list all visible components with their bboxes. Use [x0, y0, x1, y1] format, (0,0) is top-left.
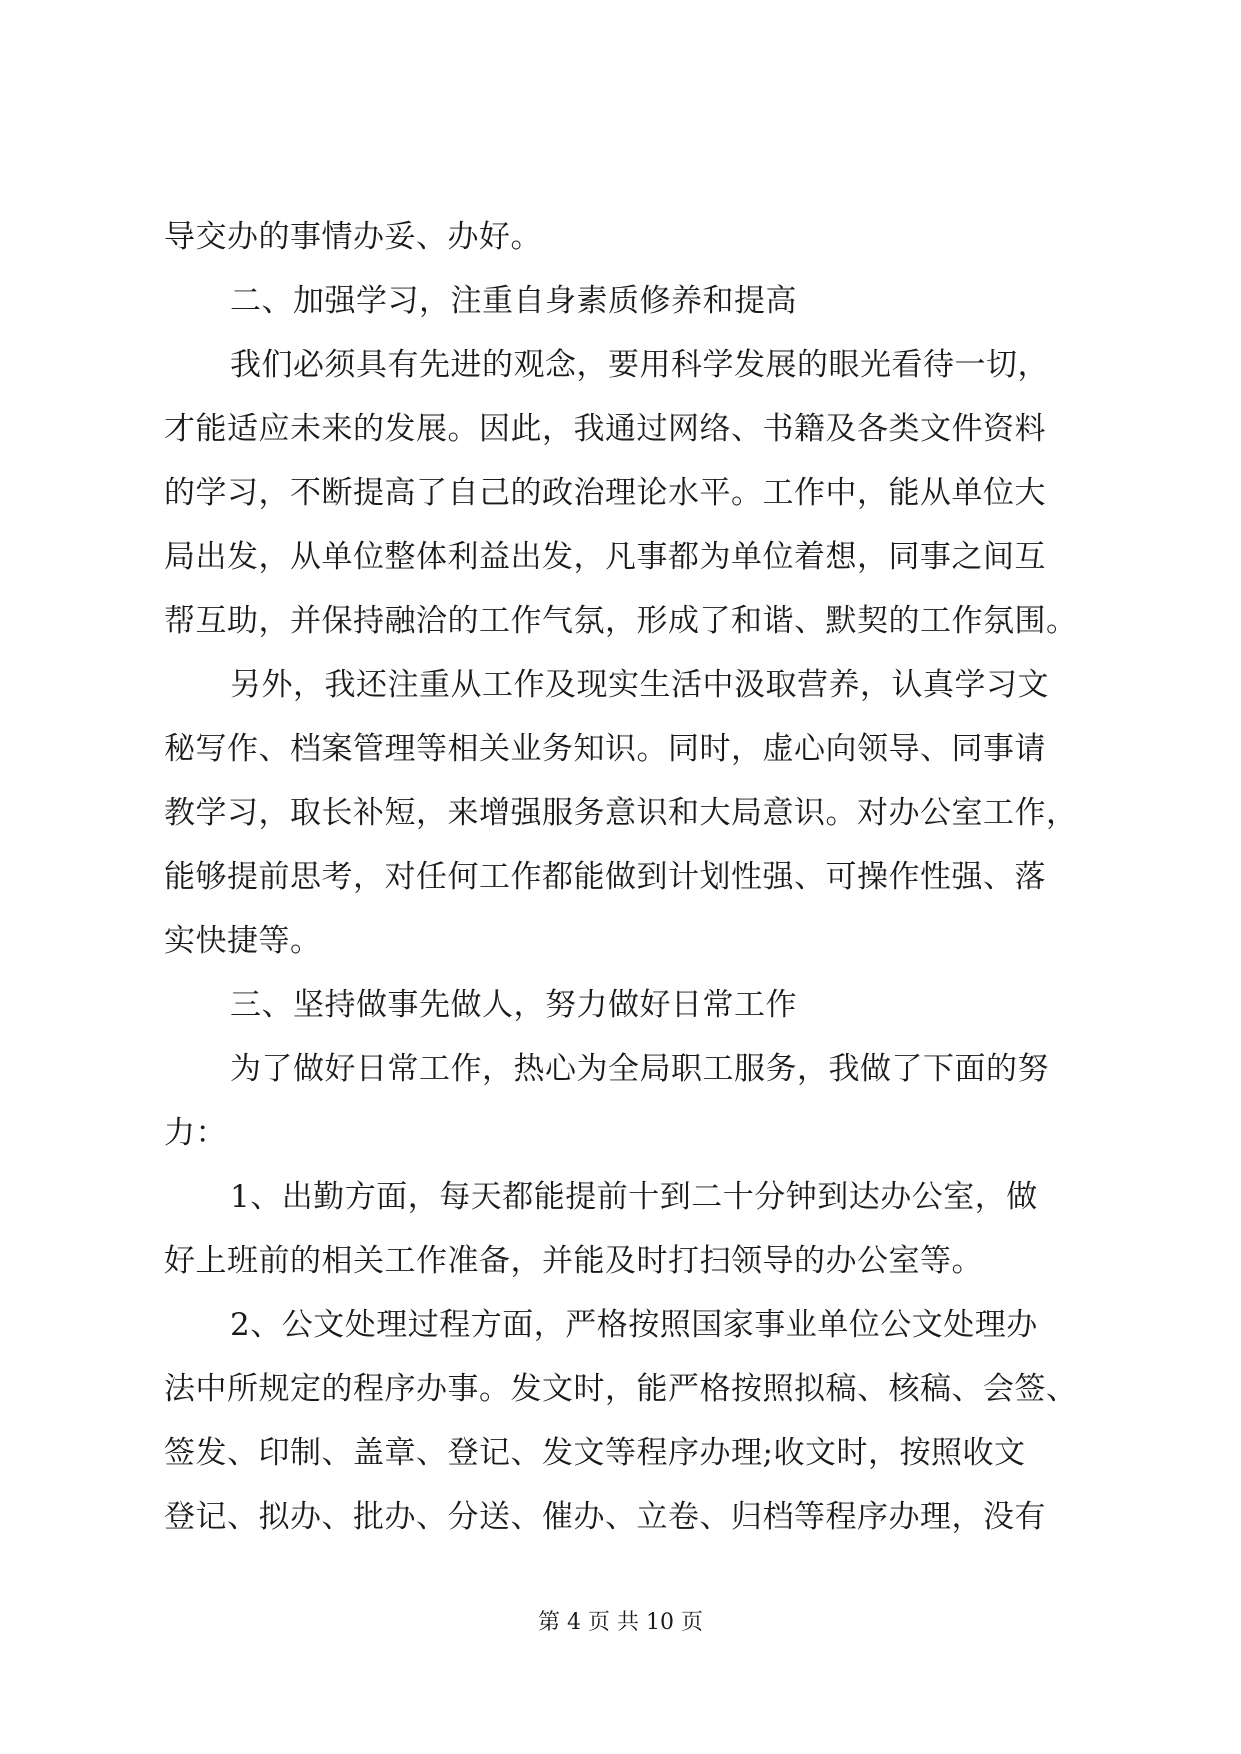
text-line: 好上班前的相关工作准备，并能及时打扫领导的办公室等。: [164, 1243, 983, 1279]
text-line: 登记、拟办、批办、分送、催办、立卷、归档等程序办理，没有: [164, 1499, 1046, 1535]
paragraph-first-line: 为了做好日常工作，热心为全局职工服务，我做了下面的努: [230, 1051, 1049, 1087]
text-line: 能够提前思考，对任何工作都能做到计划性强、可操作性强、落: [164, 859, 1046, 895]
text-line: 教学习，取长补短，来增强服务意识和大局意识。对办公室工作，: [164, 795, 1078, 831]
paragraph-first-line: 另外，我还注重从工作及现实生活中汲取营养，认真学习文: [230, 667, 1049, 703]
document-body: [164, 205, 1084, 1549]
paragraph-first-line: 1、出勤方面，每天都能提前十到二十分钟到达办公室，做: [230, 1179, 1038, 1215]
text-line: 帮互助，并保持融洽的工作气氛，形成了和谐、默契的工作氛围。: [164, 603, 1078, 639]
text-line: 局出发，从单位整体利益出发，凡事都为单位着想，同事之间互: [164, 539, 1046, 575]
text-line: 力：: [164, 1115, 227, 1151]
page-number-footer: 第 4 页 共 10 页: [538, 1610, 703, 1635]
text-line: 法中所规定的程序办事。发文时，能严格按照拟稿、核稿、会签、: [164, 1371, 1078, 1407]
text-line: 秘写作、档案管理等相关业务知识。同时，虚心向领导、同事请: [164, 731, 1046, 767]
section-heading: 二、加强学习，注重自身素质修养和提高: [230, 283, 797, 319]
paragraph-first-line: 我们必须具有先进的观念，要用科学发展的眼光看待一切，: [230, 347, 1049, 383]
section-heading: 三、坚持做事先做人，努力做好日常工作: [230, 987, 797, 1023]
text-line: 导交办的事情办妥、办好。: [164, 219, 542, 255]
paragraph-first-line: 2、公文处理过程方面，严格按照国家事业单位公文处理办: [230, 1307, 1038, 1343]
text-line: 实快捷等。: [164, 923, 322, 959]
text-line: 的学习，不断提高了自己的政治理论水平。工作中，能从单位大: [164, 475, 1046, 511]
text-line: 才能适应未来的发展。因此，我通过网络、书籍及各类文件资料: [164, 411, 1046, 447]
text-line: 签发、印制、盖章、登记、发文等程序办理;收文时，按照收文: [164, 1435, 1026, 1471]
